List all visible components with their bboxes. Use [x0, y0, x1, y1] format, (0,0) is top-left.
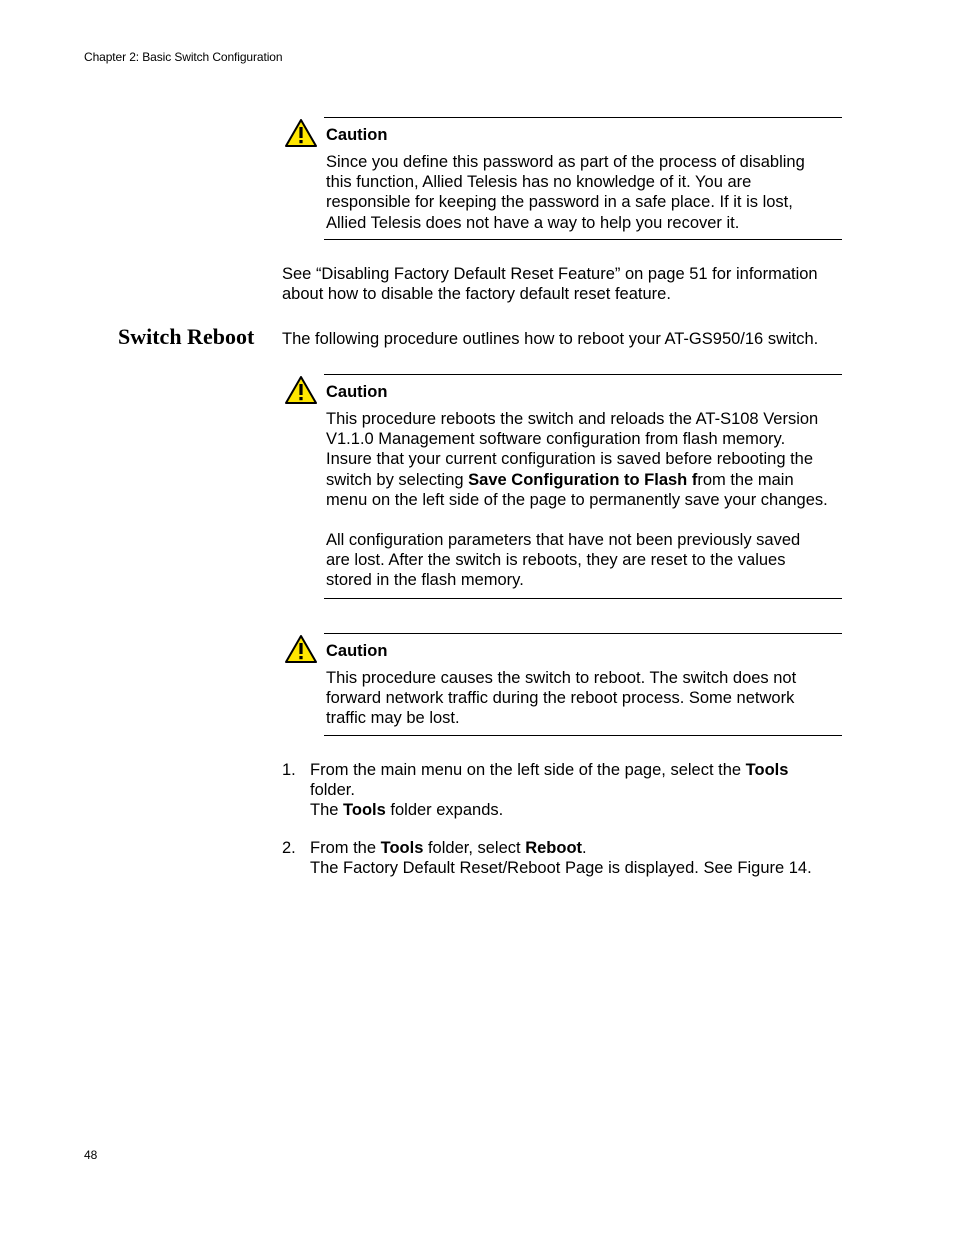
caution-line: Insure that your current configuration is saved before rebooting the: [326, 450, 814, 469]
caution-line: Allied Telesis does not have a way to help you recover it.: [326, 213, 740, 232]
tools-folder-reference: Tools: [343, 801, 386, 820]
caution-line: Since you define this password as part of the process of disabling: [326, 153, 805, 171]
caution-line: All configuration parameters that have not been previously saved: [326, 531, 801, 550]
caution-line: This procedure reboots the switch and reloads the AT-S108 Version: [326, 410, 819, 428]
caution-title: Caution: [326, 126, 388, 144]
step-number: 1.: [282, 761, 296, 779]
caution-line: V1.1.0 Management software configuration from flash memory.: [326, 430, 786, 449]
section-heading: Switch Reboot: [118, 324, 255, 349]
caution-line: forward network traffic during the reboot process. Some network: [326, 689, 795, 708]
caution-body: [326, 152, 844, 233]
step-line: From the main menu on the left side of the page, select the: [310, 761, 746, 779]
caution-line: traffic may be lost.: [326, 709, 460, 728]
warning-triangle-icon: [284, 634, 318, 664]
caution-top-rule: [324, 633, 842, 634]
caution-bottom-rule: [324, 598, 842, 599]
step-result: folder expands.: [385, 801, 504, 820]
tools-folder-reference: Tools: [380, 839, 424, 857]
caution-body: [326, 668, 844, 729]
caution-top-rule: [324, 374, 842, 375]
caution-line: rom the main: [697, 470, 794, 489]
para-line: See “Disabling Factory Default Reset Feature” on page 51 for information: [282, 265, 818, 283]
page-number: 48: [84, 1148, 98, 1162]
caution-line: menu on the left side of the page to permanently save your changes.: [326, 490, 828, 509]
step-line: .: [582, 839, 587, 857]
caution-line: switch by selecting: [326, 470, 469, 489]
caution-line: responsible for keeping the password in a safe place. If it is lost,: [326, 193, 793, 212]
caution-box-password: [282, 117, 842, 240]
caution-line: This procedure causes the switch to reboot. The switch does not: [326, 669, 797, 687]
caution-line: stored in the flash memory.: [326, 571, 524, 590]
caution-body: [326, 409, 844, 591]
see-also-paragraph: [282, 264, 818, 304]
step-line: folder, select: [423, 839, 526, 857]
reboot-option-reference: Reboot: [525, 839, 583, 857]
step-text: [310, 760, 788, 821]
caution-title: Caution: [326, 642, 388, 660]
menu-item-reference: Save Configuration to Flash f: [468, 470, 698, 489]
step-line: From the: [310, 839, 381, 857]
warning-triangle-icon: [284, 375, 318, 405]
caution-top-rule: [324, 117, 842, 118]
caution-box-traffic: [282, 633, 842, 736]
caution-line: are lost. After the switch is reboots, they are reset to the values: [326, 551, 786, 570]
step-line: folder.: [310, 781, 355, 800]
caution-title: Caution: [326, 383, 388, 401]
step-number: 2.: [282, 839, 296, 857]
caution-bottom-rule: [324, 735, 842, 736]
running-header: Chapter 2: Basic Switch Configuration: [84, 50, 283, 64]
caution-bottom-rule: [324, 239, 842, 240]
warning-triangle-icon: [284, 118, 318, 148]
section-intro: The following procedure outlines how to reboot your AT-GS950/16 switch.: [282, 330, 819, 348]
caution-line: this function, Allied Telesis has no knowledge of it. You are: [326, 173, 752, 192]
step-result: The Factory Default Reset/Reboot Page is displayed. See Figure 14.: [310, 859, 812, 878]
caution-box-configuration: [282, 374, 842, 599]
step-text: [310, 838, 812, 878]
para-line: about how to disable the factory default reset feature.: [282, 285, 671, 304]
step-result: The: [310, 801, 344, 820]
tools-folder-reference: Tools: [745, 761, 789, 779]
